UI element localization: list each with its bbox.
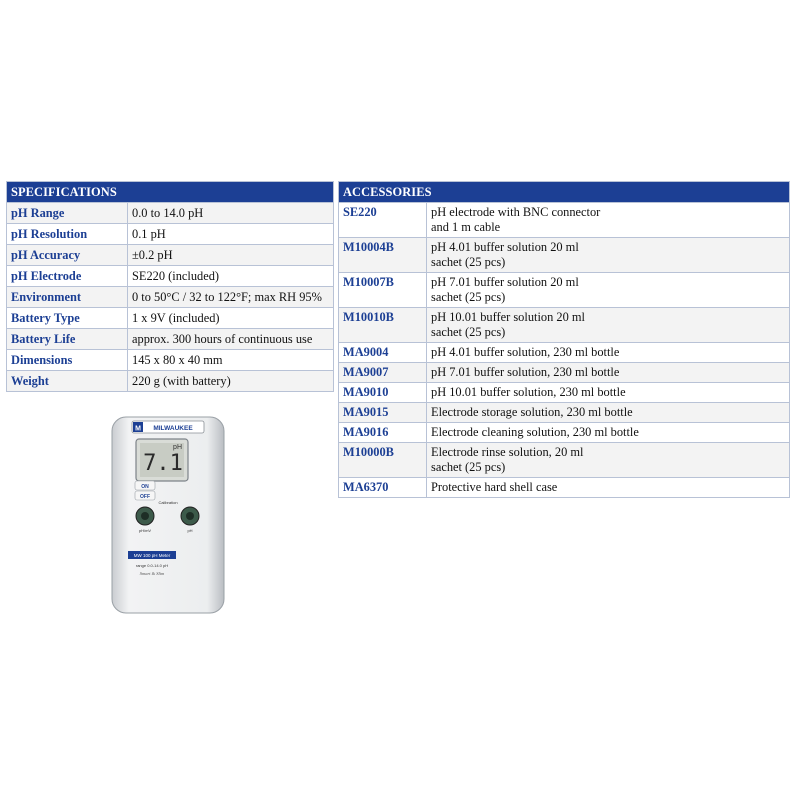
- spec-value: 0.1 pH: [128, 224, 334, 245]
- calibration-label: Calibration: [158, 500, 178, 505]
- spec-row: [7, 245, 334, 266]
- spec-key: Dimensions: [7, 350, 128, 371]
- accessory-line-1: pH 10.01 buffer solution 20 ml: [431, 310, 585, 324]
- lcd-reading: 7.1: [143, 451, 183, 476]
- spec-key: Battery Life: [7, 329, 128, 350]
- spec-row: [7, 308, 334, 329]
- accessory-description: [427, 308, 790, 343]
- accessory-row: [339, 423, 790, 443]
- accessory-description: [427, 238, 790, 273]
- spec-row: [7, 371, 334, 392]
- spec-value: approx. 300 hours of continuous use: [128, 329, 334, 350]
- accessory-line-1: pH 4.01 buffer solution 20 ml: [431, 240, 579, 254]
- spec-value: 1 x 9V (included): [128, 308, 334, 329]
- accessory-row: [339, 443, 790, 478]
- accessory-code: MA9010: [339, 383, 427, 403]
- accessory-code: MA9015: [339, 403, 427, 423]
- accessory-description: [427, 343, 790, 363]
- spec-row: [7, 350, 334, 371]
- spec-row: [7, 266, 334, 287]
- spec-row: [7, 224, 334, 245]
- accessory-row: [339, 343, 790, 363]
- spec-key: pH Accuracy: [7, 245, 128, 266]
- accessory-line-1: pH 4.01 buffer solution, 230 ml bottle: [431, 345, 620, 359]
- accessory-code: M10007B: [339, 273, 427, 308]
- range-label: range 0.0-14.0 pH: [135, 563, 169, 568]
- accessory-description: [427, 443, 790, 478]
- accessory-code: MA6370: [339, 478, 427, 498]
- accessory-line-1: pH electrode with BNC connector: [431, 205, 601, 219]
- model-label: MW 100 pH Meter: [133, 553, 171, 558]
- accessory-code: MA9004: [339, 343, 427, 363]
- accessory-row: [339, 478, 790, 498]
- accessory-line-1: pH 7.01 buffer solution, 230 ml bottle: [431, 365, 620, 379]
- specifications-header: SPECIFICATIONS: [7, 182, 334, 203]
- accessory-row: [339, 383, 790, 403]
- accessory-row: [339, 273, 790, 308]
- on-label: ON: [141, 484, 149, 490]
- accessory-description: [427, 383, 790, 403]
- accessory-line-2: and 1 m cable: [431, 220, 501, 234]
- off-label: OFF: [140, 494, 150, 500]
- accessory-description: [427, 423, 790, 443]
- accessory-description: [427, 478, 790, 498]
- spec-value: 220 g (with battery): [128, 371, 334, 392]
- spec-row: [7, 329, 334, 350]
- lcd-unit: pH: [173, 444, 182, 451]
- accessory-line-1: Electrode cleaning solution, 230 ml bottle: [431, 425, 639, 439]
- accessories-table: [338, 181, 790, 498]
- spec-key: Weight: [7, 371, 128, 392]
- accessory-line-1: Electrode storage solution, 230 ml bottle: [431, 405, 633, 419]
- specifications-table: [6, 181, 334, 392]
- accessory-description: [427, 203, 790, 238]
- accessory-description: [427, 273, 790, 308]
- spec-row: [7, 287, 334, 308]
- accessory-row: [339, 403, 790, 423]
- accessory-code: SE220: [339, 203, 427, 238]
- tagline-label: Smart & Slim: [139, 571, 165, 576]
- spec-value: 0.0 to 14.0 pH: [128, 203, 334, 224]
- accessory-line-1: pH 7.01 buffer solution 20 ml: [431, 275, 579, 289]
- spec-key: pH Resolution: [7, 224, 128, 245]
- accessory-line-2: sachet (25 pcs): [431, 255, 506, 269]
- accessory-code: MA9007: [339, 363, 427, 383]
- spec-value: SE220 (included): [128, 266, 334, 287]
- accessory-code: M10000B: [339, 443, 427, 478]
- spec-key: pH Electrode: [7, 266, 128, 287]
- accessory-line-1: Electrode rinse solution, 20 ml: [431, 445, 584, 459]
- brand-text: MILWAUKEE: [153, 425, 193, 432]
- accessory-line-2: sachet (25 pcs): [431, 460, 506, 474]
- accessory-row: [339, 308, 790, 343]
- accessory-row: [339, 238, 790, 273]
- accessory-line-1: Protective hard shell case: [431, 480, 558, 494]
- accessory-line-1: pH 10.01 buffer solution, 230 ml bottle: [431, 385, 626, 399]
- spec-value: 145 x 80 x 40 mm: [128, 350, 334, 371]
- accessory-row: [339, 363, 790, 383]
- spec-key: pH Range: [7, 203, 128, 224]
- ph-meter-image: [108, 415, 228, 615]
- spec-value: ±0.2 pH: [128, 245, 334, 266]
- accessory-code: MA9016: [339, 423, 427, 443]
- spec-key: Battery Type: [7, 308, 128, 329]
- spec-row: [7, 203, 334, 224]
- accessory-line-2: sachet (25 pcs): [431, 290, 506, 304]
- knob-right-label: pH: [187, 528, 193, 533]
- accessory-description: [427, 363, 790, 383]
- accessories-header: ACCESSORIES: [339, 182, 790, 203]
- accessory-code: M10004B: [339, 238, 427, 273]
- spec-key: Environment: [7, 287, 128, 308]
- svg-text:M: M: [135, 425, 141, 433]
- accessory-description: [427, 403, 790, 423]
- spec-value: 0 to 50°C / 32 to 122°F; max RH 95%: [128, 287, 334, 308]
- knob-left-label: pH/mV: [138, 528, 152, 533]
- accessory-code: M10010B: [339, 308, 427, 343]
- accessory-row: [339, 203, 790, 238]
- accessory-line-2: sachet (25 pcs): [431, 325, 506, 339]
